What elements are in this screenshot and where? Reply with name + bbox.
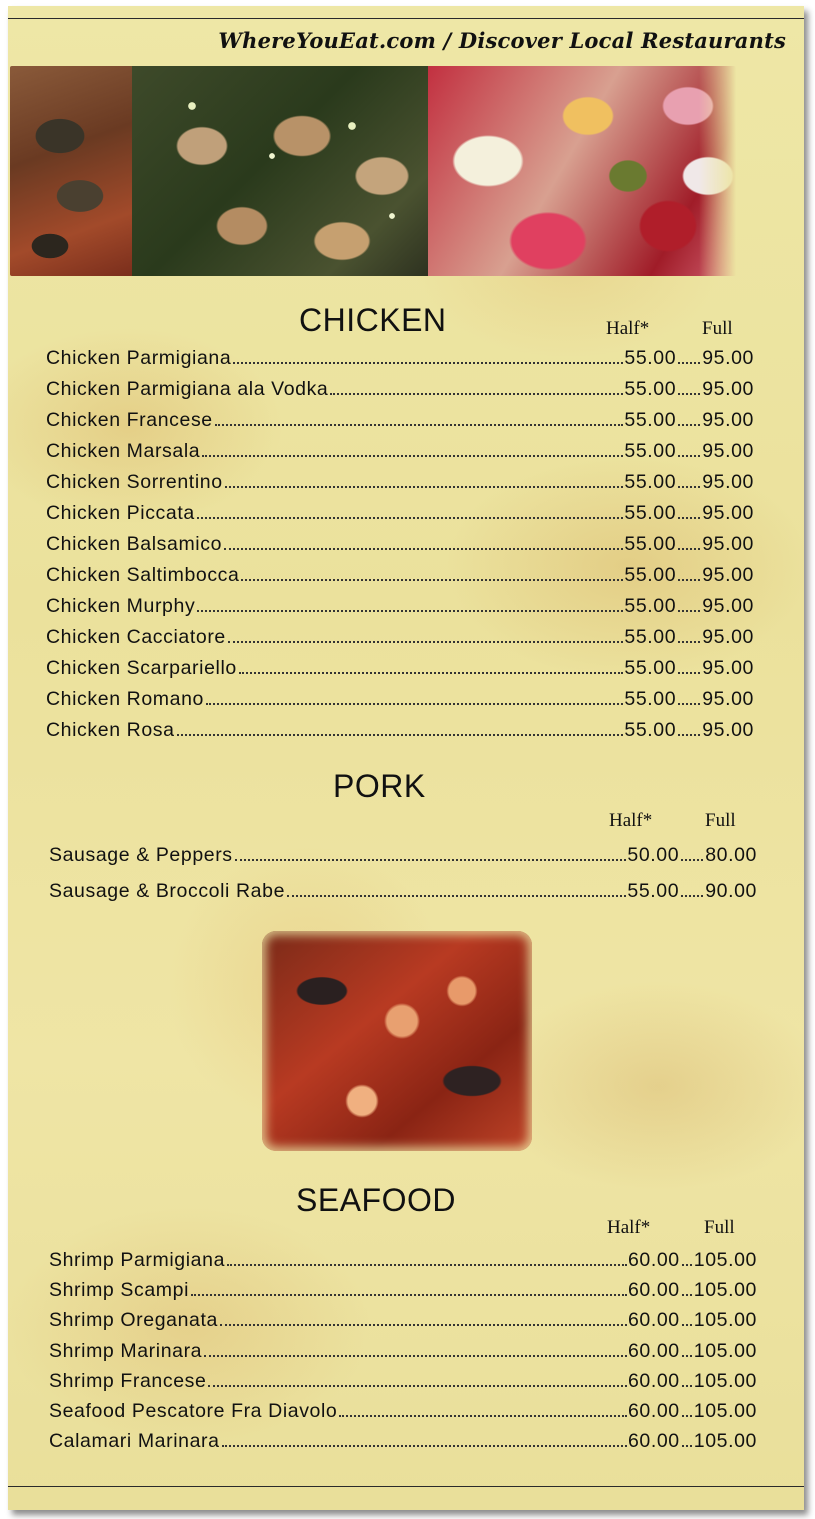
garlic-potatoes-photo [132,66,428,276]
item-name: Calamari Marinara [49,1430,220,1453]
dot-leader [222,1444,627,1447]
menu-item-row [46,595,754,626]
half-price: 55.00 [624,533,677,555]
menu-item-row [49,1340,757,1370]
top-photo-strip [10,66,736,276]
full-price: 95.00 [702,409,754,431]
item-name: Seafood Pescatore Fra Diavolo [49,1399,338,1422]
full-price: 95.00 [702,657,754,679]
menu-item-row [49,1370,757,1400]
half-price: 60.00 [627,1249,680,1271]
half-price: 60.00 [627,1309,680,1332]
item-name: Chicken Rosa [46,719,175,741]
full-price: 95.00 [702,502,754,524]
full-price: 105.00 [693,1249,757,1271]
col-head-full: Full [702,318,733,339]
half-price: 60.00 [627,1399,680,1422]
half-price: 60.00 [627,1339,680,1362]
site-header[interactable]: WhereYouEat.com / Discover Local Restaurants [218,28,786,53]
dot-separator [678,454,700,457]
full-price: 105.00 [693,1430,757,1453]
dot-separator [682,1263,692,1266]
half-price: 60.00 [627,1369,680,1392]
dot-leader [241,578,623,581]
dot-leader [287,894,626,897]
dot-leader [224,547,623,550]
dot-separator [678,485,700,488]
item-name: Chicken Romano [46,688,204,710]
dot-leader [239,671,624,674]
half-price: 55.00 [624,719,677,741]
dot-separator [678,640,700,643]
col-head-full: Full [705,810,736,831]
item-name: Chicken Parmigiana ala Vodka [46,378,329,400]
menu-item-row [46,502,754,533]
full-price: 90.00 [705,880,757,902]
dot-separator [682,1414,692,1417]
full-price: 105.00 [693,1309,757,1332]
dot-leader [202,454,623,457]
half-price: 55.00 [624,564,677,586]
menu-item-row [49,1309,757,1339]
menu-item-row [46,657,754,688]
pork-item-list [49,844,757,916]
menu-item-row [49,844,757,880]
item-name: Shrimp Oreganata [49,1309,218,1332]
dot-leader [197,516,624,519]
dot-leader [235,858,627,861]
full-price: 105.00 [693,1369,757,1392]
dot-separator [681,858,703,861]
section-title-seafood: SEAFOOD [296,1182,456,1218]
menu-page [8,6,804,1510]
dot-separator [678,423,700,426]
full-price: 105.00 [693,1339,757,1362]
full-price: 105.00 [693,1399,757,1422]
half-price: 55.00 [624,688,677,710]
half-price: 50.00 [627,844,680,866]
full-price: 95.00 [702,378,754,400]
dot-separator [682,1293,692,1296]
half-price: 55.00 [624,347,677,369]
section-title-pork: PORK [333,768,426,804]
dot-separator [678,547,700,550]
item-name: Chicken Balsamico [46,533,223,555]
antipasto-platter-photo [428,66,736,276]
full-price: 95.00 [702,719,754,741]
menu-item-row [46,688,754,719]
dot-leader [177,733,624,736]
menu-item-row [46,409,754,440]
menu-item-row [46,533,754,564]
dot-leader [215,423,624,426]
half-price: 55.00 [624,409,677,431]
menu-item-row [46,440,754,471]
dot-leader [227,1263,627,1266]
dot-separator [678,671,700,674]
dot-leader [208,1384,626,1387]
dot-separator [681,894,703,897]
item-name: Shrimp Scampi [49,1279,190,1302]
half-price: 55.00 [624,471,677,493]
menu-item-row [49,1249,757,1279]
menu-item-row [46,347,754,378]
item-name: Chicken Piccata [46,502,195,524]
menu-item-row [46,564,754,595]
full-price: 105.00 [693,1279,757,1302]
half-price: 55.00 [624,440,677,462]
menu-item-row [46,471,754,502]
item-name: Chicken Saltimbocca [46,564,240,586]
menu-item-row [46,626,754,657]
dot-leader [228,640,624,643]
item-name: Chicken Marsala [46,440,201,462]
half-price: 55.00 [624,502,677,524]
col-head-full: Full [704,1217,735,1238]
item-name: Chicken Francese [46,409,213,431]
dot-separator [682,1354,692,1357]
dot-separator [682,1384,692,1387]
half-price: 55.00 [624,626,677,648]
half-price: 55.00 [627,880,680,902]
item-name: Shrimp Marinara [49,1339,203,1362]
dot-separator [678,702,700,705]
item-name: Sausage & Peppers [49,844,233,866]
dot-leader [191,1293,627,1296]
full-price: 95.00 [702,564,754,586]
full-price: 95.00 [702,688,754,710]
dot-separator [678,733,700,736]
dot-separator [678,392,700,395]
item-name: Chicken Murphy [46,595,196,617]
section-title-chicken: CHICKEN [299,302,447,338]
half-price: 55.00 [624,595,677,617]
item-name: Chicken Sorrentino [46,471,223,493]
bottom-rule [8,1486,804,1487]
dot-leader [339,1414,627,1417]
top-rule [8,18,804,19]
half-price: 60.00 [627,1430,680,1453]
half-price: 55.00 [624,378,677,400]
dot-separator [678,361,700,364]
full-price: 95.00 [702,595,754,617]
menu-item-row [49,1279,757,1309]
dot-leader [204,1354,627,1357]
menu-item-row [46,378,754,409]
item-name: Chicken Scarpariello [46,657,237,679]
dot-leader [330,392,623,395]
mussels-photo [10,66,132,276]
col-head-half: Half* [607,1217,651,1238]
half-price: 55.00 [624,657,677,679]
dot-separator [678,609,700,612]
seafood-item-list [49,1249,757,1460]
col-head-half: Half* [609,810,653,831]
menu-item-row [49,880,757,916]
half-price: 60.00 [627,1279,680,1302]
dot-separator [682,1323,692,1326]
menu-item-row [46,719,754,750]
full-price: 95.00 [702,471,754,493]
full-price: 95.00 [702,533,754,555]
dot-leader [225,485,624,488]
dot-separator [682,1444,692,1447]
item-name: Shrimp Parmigiana [49,1249,226,1271]
item-name: Chicken Parmigiana [46,347,232,369]
dot-leader [197,609,623,612]
menu-item-row [49,1400,757,1430]
dot-leader [220,1323,627,1326]
full-price: 95.00 [702,347,754,369]
col-head-half: Half* [606,318,650,339]
item-name: Chicken Cacciatore [46,626,226,648]
full-price: 80.00 [705,844,757,866]
menu-item-row [49,1430,757,1460]
dot-leader [233,361,623,364]
chicken-item-list [46,347,754,750]
full-price: 95.00 [702,626,754,648]
dot-separator [678,516,700,519]
seafood-marinara-photo [262,931,532,1151]
item-name: Sausage & Broccoli Rabe [49,880,286,902]
dot-separator [678,578,700,581]
dot-leader [206,702,623,705]
item-name: Shrimp Francese [49,1369,207,1392]
full-price: 95.00 [702,440,754,462]
